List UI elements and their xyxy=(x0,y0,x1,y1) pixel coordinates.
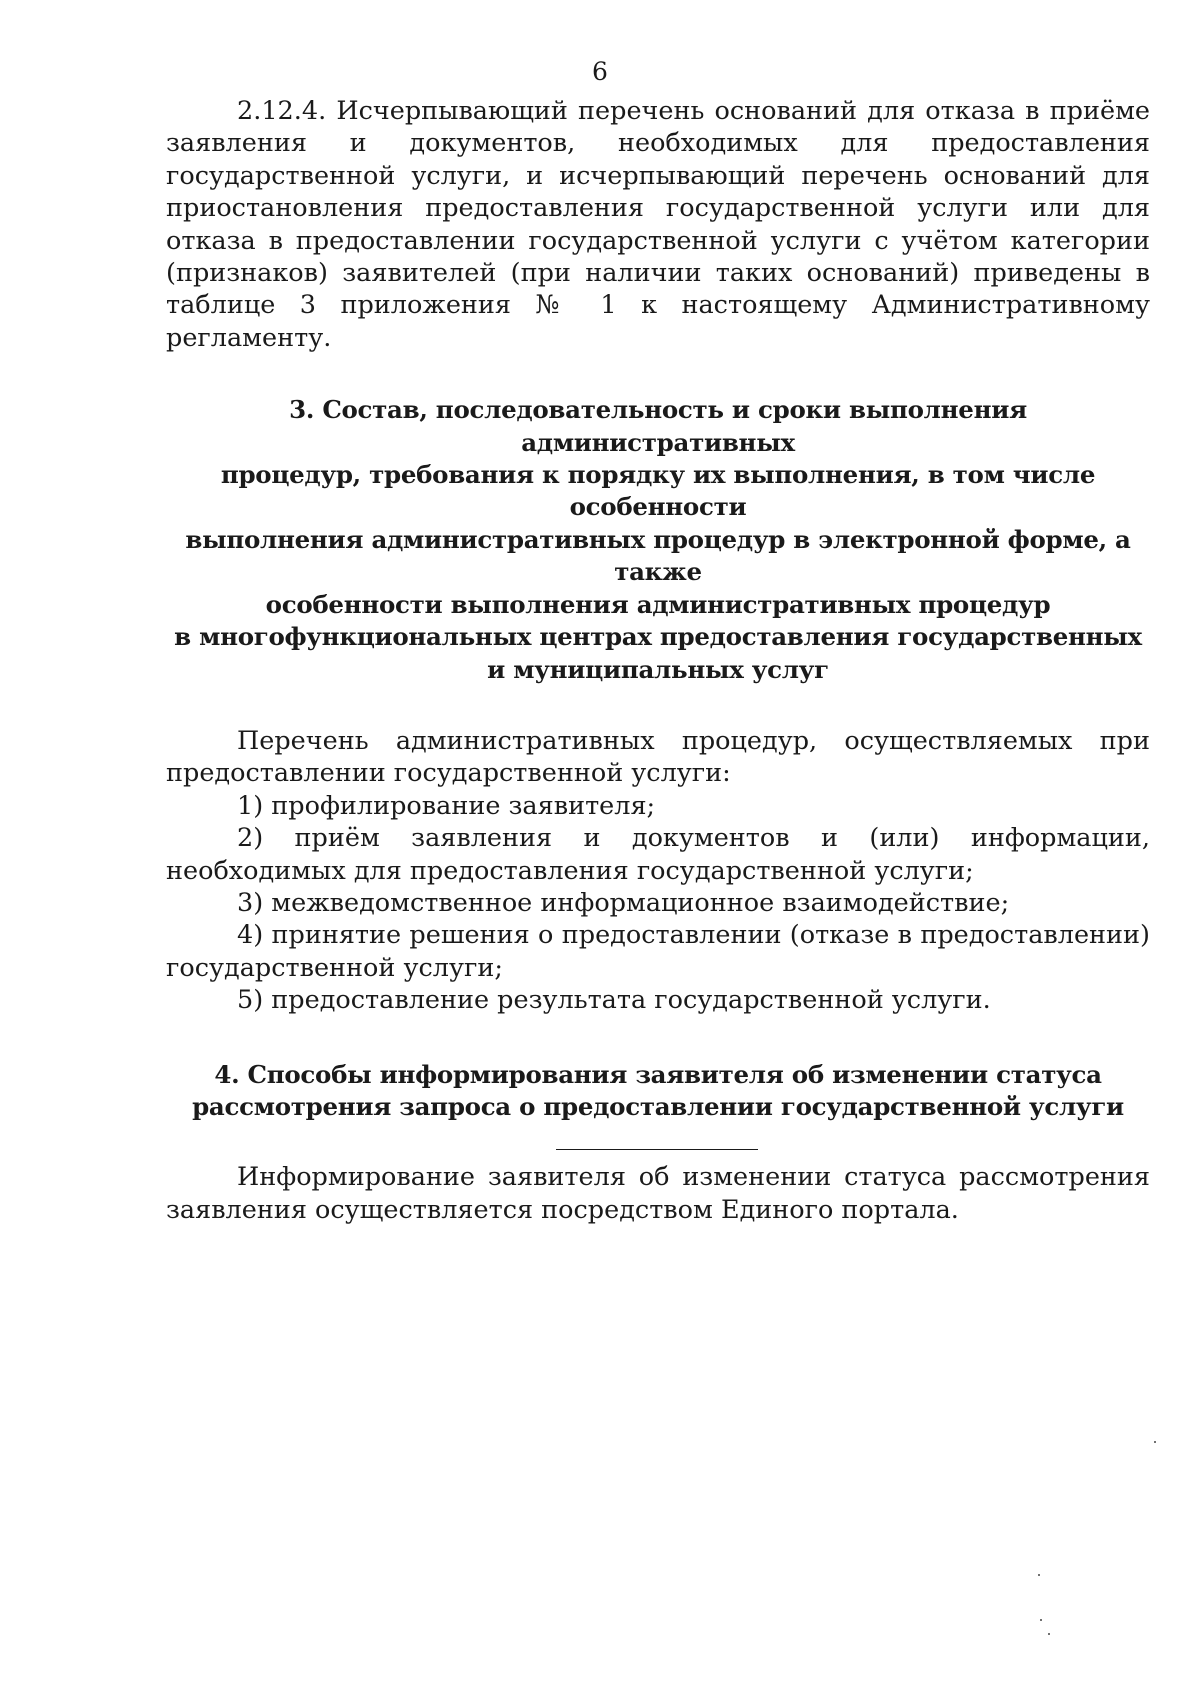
section-4-heading-line: 4. Способы информирования заявителя об изменении статуса xyxy=(214,1059,1102,1089)
scan-speck xyxy=(1038,1574,1040,1576)
paragraph-2-12-4: 2.12.4. Исчерпывающий перечень оснований для отказа в приёме заявления и документов, необходимых для предоставления государственной услуги, и исчерпывающий перечень оснований для приостановления предоставления государственной услуги или для отказа в предоставлении государственной услуги с учётом категории (признаков) заявителей (при наличии таких оснований) приведены в таблице 3 приложения № 1 к настоящему Административному регламенту. xyxy=(166,96,1150,353)
section-3-heading-line: 3. Состав, последовательность и сроки выполнения административных xyxy=(289,395,1027,457)
end-of-document-rule xyxy=(556,1149,758,1150)
procedure-list-item: 4) принятие решения о предоставлении (отказе в предоставлении) государственной услуги; xyxy=(166,920,1150,983)
section-3-heading-line: выполнения административных процедур в электронной форме, а также xyxy=(185,524,1131,587)
section-3-heading-line: в многофункциональных центрах предоставления государственных xyxy=(174,622,1142,652)
section-3-heading-line: процедур, требования к порядку их выполнения, в том числе особенности xyxy=(220,460,1096,522)
section-4-text: Информирование заявителя об изменении статуса рассмотрения заявления осуществляется посредством Единого портала. xyxy=(166,1162,1150,1225)
section-3-heading xyxy=(166,394,1150,686)
procedure-list-item: 1) профилирование заявителя; xyxy=(237,790,656,821)
procedure-list-item: 3) межведомственное информационное взаимодействие; xyxy=(237,887,1010,918)
scan-speck xyxy=(1048,1633,1050,1635)
section-4-heading-line: рассмотрения запроса о предоставлении государственной услуги xyxy=(192,1091,1124,1121)
section-3-heading-line: и муниципальных услуг xyxy=(487,654,829,684)
procedure-list-item: 5) предоставление результата государственной услуги. xyxy=(237,985,991,1016)
section-3-heading-line: особенности выполнения административных процедур xyxy=(265,589,1051,619)
section-4-heading xyxy=(166,1059,1150,1124)
section-3-intro: Перечень административных процедур, осуществляемых при предоставлении государственной услуги: xyxy=(166,725,1150,789)
scan-speck xyxy=(1154,1441,1156,1443)
procedure-list-item: 2) приём заявления и документов и (или) информации, необходимых для предоставления государственной услуги; xyxy=(166,823,1150,886)
scan-speck xyxy=(1040,1619,1042,1621)
document-body xyxy=(166,95,1150,1226)
page-number: 6 xyxy=(592,57,608,86)
